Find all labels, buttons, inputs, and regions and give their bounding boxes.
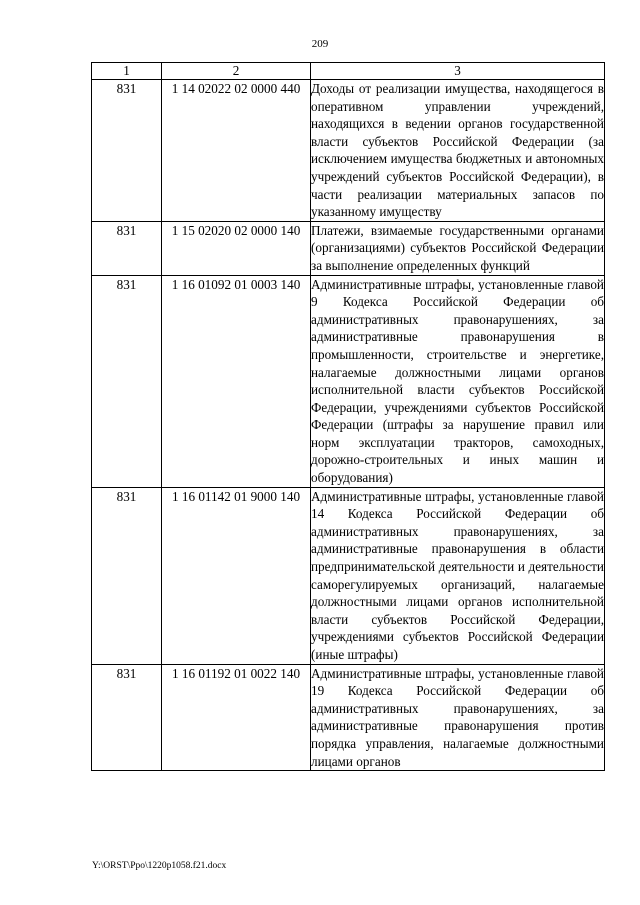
revenue-code-cell: 1 16 01142 01 9000 140 xyxy=(162,487,311,664)
table-row xyxy=(92,221,605,275)
description-cell: Платежи, взимаемые государственными органами (организациями) субъектов Российской Федерации за выполнение определенных функций xyxy=(311,221,605,275)
column-header-2: 2 xyxy=(162,63,311,80)
admin-code-cell: 831 xyxy=(92,221,162,275)
revenue-code-cell: 1 16 01192 01 0022 140 xyxy=(162,664,311,771)
budget-classification-table xyxy=(91,62,605,771)
admin-code-cell: 831 xyxy=(92,664,162,771)
document-file-path: Y:\ORST\Ppo\1220p1058.f21.docx xyxy=(92,861,227,871)
table-row xyxy=(92,487,605,664)
table-row xyxy=(92,275,605,487)
description-cell: Доходы от реализации имущества, находящегося в оперативном управлении учреждений, находящихся в ведении органов государственной власти субъектов Российской Федерации (за исключением имущества бюджетных и автономных учреждений субъектов Российской Федерации), в части реализации материальных запасов по указанному имуществу xyxy=(311,80,605,222)
page-number: 209 xyxy=(311,38,329,50)
revenue-code-cell: 1 15 02020 02 0000 140 xyxy=(162,221,311,275)
admin-code-cell: 831 xyxy=(92,275,162,487)
column-header-3: 3 xyxy=(311,63,605,80)
table-header-row xyxy=(92,63,605,80)
description-cell: Административные штрафы, установленные главой 14 Кодекса Российской Федерации об административных правонарушениях, за административные правонарушения в области предпринимательской деятельности и деятельности саморегулируемых организаций, налагаемые должностными лицами органов исполнительной власти субъектов Российской Федерации, учреждениями субъектов Российской Федерации (иные штрафы) xyxy=(311,487,605,664)
column-header-1: 1 xyxy=(92,63,162,80)
description-cell: Административные штрафы, установленные главой 9 Кодекса Российской Федерации об административных правонарушениях, за административные правонарушения в промышленности, строительстве и энергетике, налагаемые должностными лицами органов исполнительной власти субъектов Российской Федерации, учреждениями субъектов Российской Федерации (штрафы за нарушение правил или норм эксплуатации тракторов, самоходных, дорожно-строительных и иных машин и оборудования) xyxy=(311,275,605,487)
table-row xyxy=(92,80,605,222)
table-row xyxy=(92,664,605,771)
description-cell: Административные штрафы, установленные главой 19 Кодекса Российской Федерации об административных правонарушениях, за административные правонарушения против порядка управления, налагаемые должностными лицами органов xyxy=(311,664,605,771)
admin-code-cell: 831 xyxy=(92,487,162,664)
revenue-code-cell: 1 14 02022 02 0000 440 xyxy=(162,80,311,222)
admin-code-cell: 831 xyxy=(92,80,162,222)
revenue-code-cell: 1 16 01092 01 0003 140 xyxy=(162,275,311,487)
